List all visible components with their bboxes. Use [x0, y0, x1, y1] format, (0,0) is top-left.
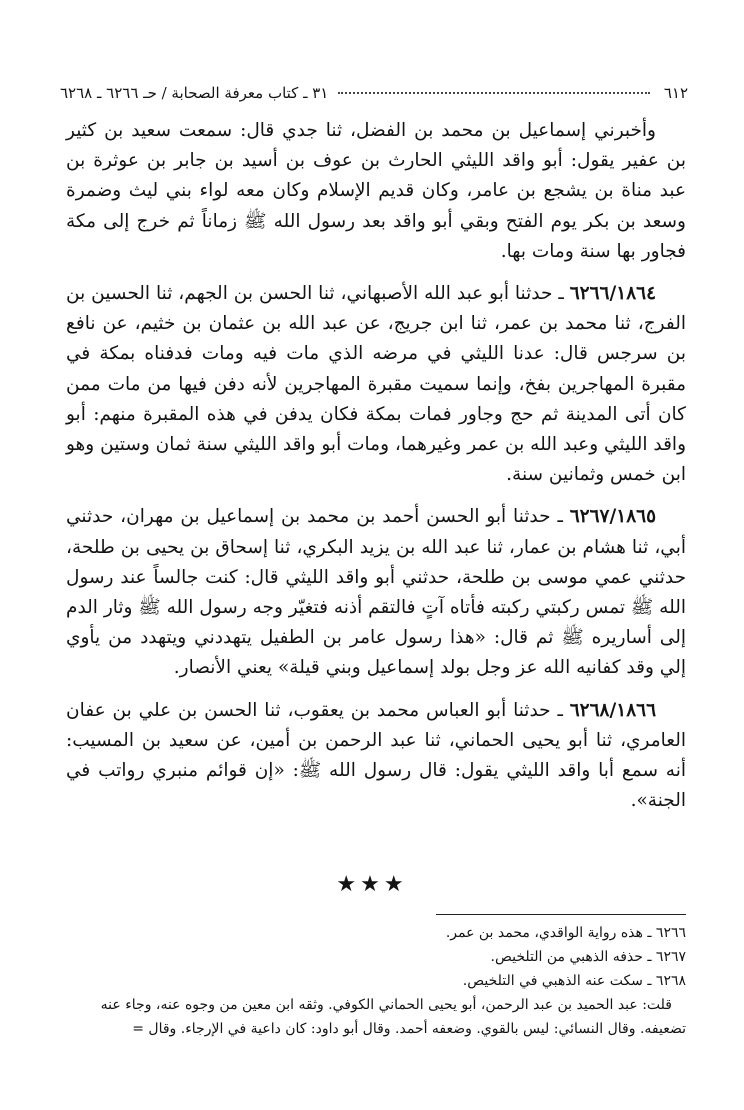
footnote-note: قلت: عبد الحميد بن عبد الرحمن، أبو يحيى الحماني الكوفي. وثقه ابن معين من وجوه عنه، وجاء عنه تضعيفه. وقال النسائي: ليس بالقوي. وضعفه أحمد. وقال أبو داود: كان داعية في الإرجاء. وقال = — [100, 997, 686, 1037]
header-dot-leader — [338, 92, 649, 94]
paragraph-hadith-6268 — [66, 696, 686, 817]
paragraph-hadith-6267 — [66, 502, 686, 683]
paragraph-text: ـ حدثنا أبو الحسن أحمد بن محمد بن إسماعيل بن مهران، حدثني أبي، ثنا هشام بن عمار، ثنا عبد الله بن يزيد البكري، ثنا إسحاق بن يحيى بن طلحة، حدثني عمي موسى بن طلحة، حدثني أبو واقد الليثي قال: كنت جالساً عند رسول الله ﷺ تمس ركبتي ركبته فأتاه آتٍ فالتقم أذنه فتغيّر وجه رسول الله ﷺ وثار الدم إلى أساريره ﷺ ثم قال: «هذا رسول عامر بن الطفيل يتهددني ويتهدد من يأوي إلي وقد كفانيه الله عز وجل بولد إسماعيل وبني قيلة» يعني الأنصار. — [66, 506, 686, 679]
hadith-number: ٦٢٦٨/١٨٦٦ — [569, 699, 656, 721]
footnote-6267: ٦٢٦٧ ـ حذفه الذهبي من التلخيص. — [490, 949, 686, 965]
footnote-6268: ٦٢٦٨ ـ سكت عنه الذهبي في التلخيص. — [462, 973, 686, 989]
hadith-number: ٦٢٦٦/١٨٦٤ — [569, 283, 656, 305]
section-separator: ★★★ — [336, 872, 408, 897]
page-number: ٦١٢ — [663, 84, 688, 102]
page-header — [60, 80, 688, 106]
paragraph-text: ـ حدثنا أبو العباس محمد بن يعقوب، ثنا الحسن بن علي بن عفان العامري، ثنا أبو يحيى الحماني، ثنا عبد الرحمن بن أمين، عن سعيد بن المسيب: أنه سمع أبا واقد الليثي يقول: قال رسول الله ﷺ: «إن قوائم منبري رواتب في الجنة». — [66, 699, 686, 812]
paragraph-text: ـ حدثنا أبو عبد الله الأصبهاني، ثنا الحسن بن الجهم، ثنا الحسين بن الفرج، ثنا محمد بن عمر، ثنا ابن جريج، عن عبد الله بن عثمان بن خثيم، عن نافع بن سرجس قال: عدنا الليثي في مرضه الذي مات فيه ومات فدفناه بمكة في مقبرة المهاجرين بفخ، وإنما سميت مقبرة المهاجرين لأنه دفن فيها من مات ممن كان أتى المدينة ثم حج وجاور فمات بمكة فكان يدفن في هذه المقبرة منهم: أبو واقد الليثي وعبد الله بن عمر وغيرهما، ومات أبو واقد الليثي سنة ثمان وستين وهو ابن خمس وثمانين سنة. — [65, 283, 686, 486]
running-title: ٣١ ـ كتاب معرفة الصحابة / حـ ٦٢٦٦ ـ ٦٢٦٨ — [60, 84, 329, 102]
footnote-divider — [436, 914, 686, 915]
paragraph-intro — [66, 116, 686, 267]
main-text — [66, 116, 686, 828]
footnote-6266: ٦٢٦٦ ـ هذه رواية الواقدي، محمد بن عمر. — [445, 925, 686, 941]
paragraph-text: وأخبرني إسماعيل بن محمد بن الفضل، ثنا جدي قال: سمعت سعيد بن كثير بن عفير يقول: أبو واقد الليثي الحارث بن عوف بن أسيد بن جابر بن عوثرة بن عبد مناة بن يشجع بن عامر، وكان قديم الإسلام وكان معه لواء بني ليث وضمرة وسعد بن بكر يوم الفتح وبقي أبو واقد بعد رسول الله ﷺ زماناً ثم خرج إلى مكة فجاور بها سنة ومات بها. — [66, 120, 686, 262]
footnotes — [62, 921, 686, 1041]
hadith-number: ٦٢٦٧/١٨٦٥ — [569, 506, 656, 528]
paragraph-hadith-6266 — [66, 279, 686, 490]
